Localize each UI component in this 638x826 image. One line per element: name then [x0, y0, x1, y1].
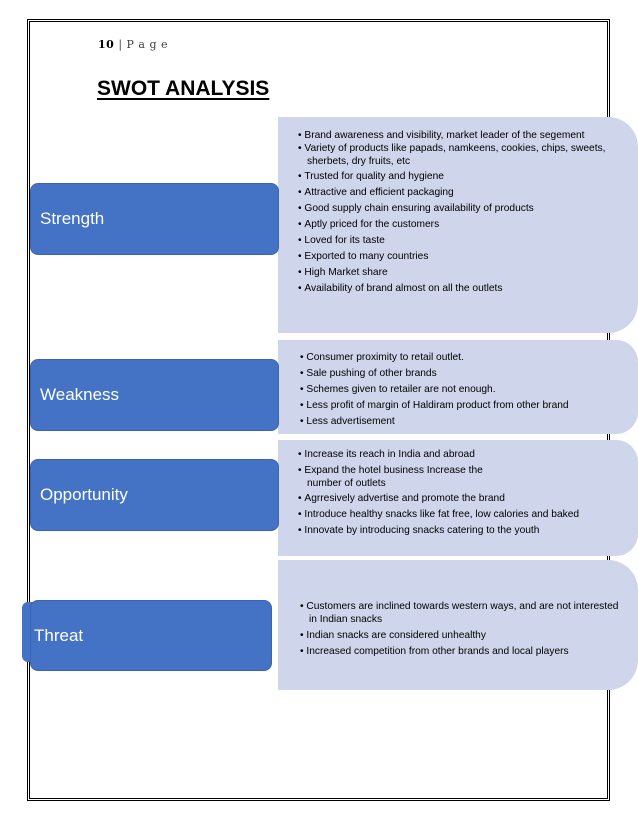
weakness-label-box	[30, 359, 279, 431]
opportunity-label: Opportunity	[40, 485, 128, 504]
threat-panel	[278, 560, 638, 690]
weakness-panel	[278, 340, 638, 434]
list-item: • High Market share	[298, 266, 630, 279]
page-number	[98, 38, 168, 51]
list-item: • Brand awareness and visibility, market leader of the segement	[298, 129, 630, 142]
list-item: • Less profit of margin of Haldiram product from other brand	[300, 399, 638, 412]
list-item: • Agrresively advertise and promote the brand	[298, 492, 638, 505]
strength-label: Strength	[40, 209, 105, 228]
page-number-value: 10	[98, 38, 115, 51]
list-item: • Increase its reach in India and abroad	[298, 448, 638, 461]
weakness-label: Weakness	[40, 385, 120, 404]
list-item: • Introduce healthy snacks like fat free, low calories and baked	[298, 508, 607, 521]
opportunity-panel	[278, 440, 638, 556]
list-item: • Aptly priced for the customers	[298, 218, 630, 231]
list-item: • Less advertisement	[300, 415, 638, 428]
list-item: • Schemes given to retailer are not enough.	[300, 383, 638, 396]
list-item: • Exported to many countries	[298, 250, 630, 263]
page-label: P a g e	[126, 38, 169, 51]
threat-list	[300, 600, 628, 658]
strength-list	[298, 129, 630, 295]
list-item: • Loved for its taste	[298, 234, 630, 247]
weakness-list	[300, 351, 638, 428]
list-item: • Good supply chain ensuring availability of products	[298, 202, 630, 215]
list-item: • Customers are inclined towards western ways, and are not interested in Indian snacks	[300, 600, 628, 626]
strength-panel	[278, 117, 638, 333]
threat-label: Threat	[34, 625, 84, 645]
opportunity-label-box	[30, 459, 279, 531]
list-item: • Indian snacks are considered unhealthy	[300, 629, 628, 642]
page-number-separator: |	[118, 38, 123, 51]
list-item: • Trusted for quality and hygiene	[298, 170, 630, 183]
list-item: • Expand the hotel business Increase the number of outlets	[298, 464, 497, 490]
list-item: • Attractive and efficient packaging	[298, 186, 630, 199]
threat-label-box	[30, 600, 272, 671]
list-item: • Variety of products like papads, namkeens, cookies, chips, sweets, sherbets, dry fruits, etc	[298, 142, 630, 168]
list-item: • Innovate by introducing snacks catering to the youth	[298, 524, 638, 537]
page-title: SWOT ANALYSIS	[97, 77, 270, 100]
list-item: • Increased competition from other brands and local players	[300, 645, 628, 658]
list-item: • Consumer proximity to retail outlet.	[300, 351, 638, 364]
list-item: • Sale pushing of other brands	[300, 367, 638, 380]
opportunity-list	[298, 448, 638, 537]
list-item: • Availability of brand almost on all the outlets	[298, 282, 630, 295]
strength-label-box	[30, 183, 279, 255]
